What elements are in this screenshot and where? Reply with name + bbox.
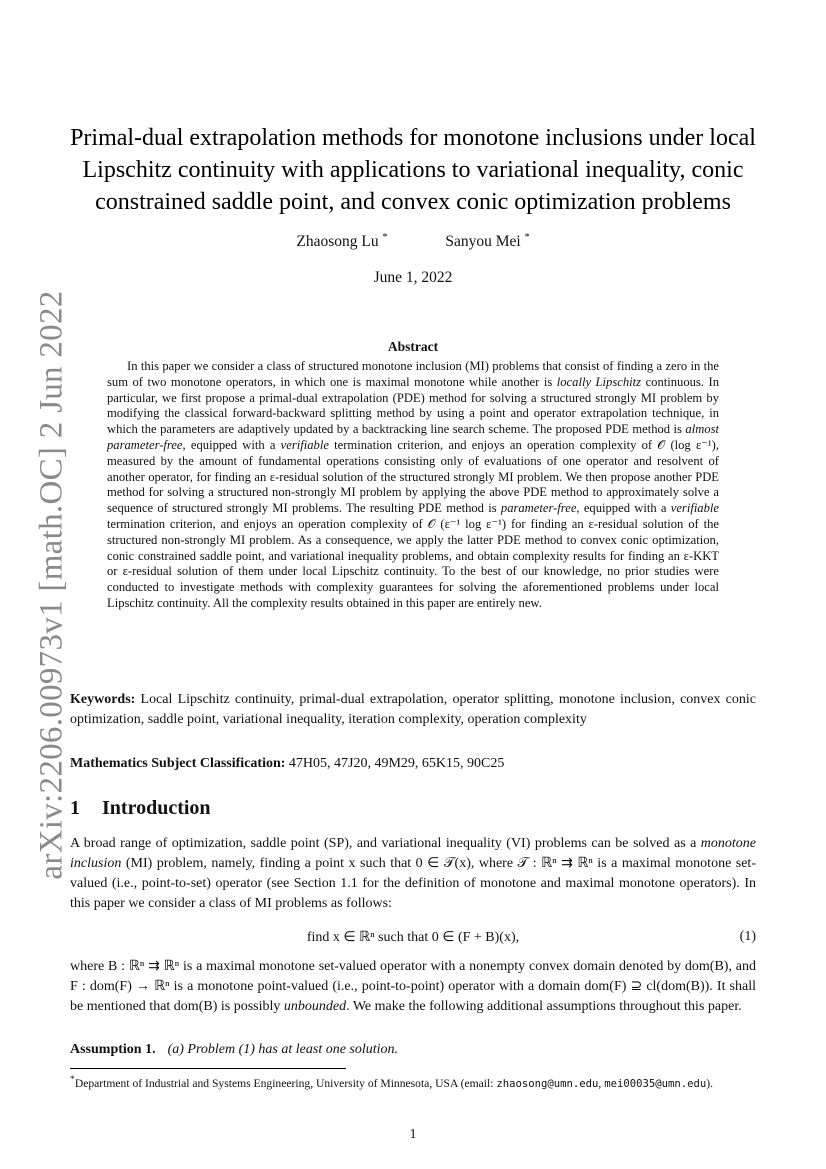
author-list (70, 232, 756, 251)
title-line: Primal-dual extrapolation methods for monotone inclusions under local (70, 125, 756, 151)
keywords-text: Local Lipschitz continuity, primal-dual extrapolation, operator splitting, monotone inclusion, convex conic optimization, saddle point, variational inequality, iteration complexity, operation complexity (70, 692, 756, 727)
publication-date: June 1, 2022 (373, 269, 453, 286)
author: Sanyou Mei * (445, 232, 530, 251)
email-link[interactable]: mei00035@umn.edu (604, 1077, 707, 1090)
keywords (70, 690, 756, 729)
paper-title (70, 122, 756, 218)
abstract-heading: Abstract (387, 339, 439, 354)
email-link[interactable]: zhaosong@umn.edu (496, 1077, 599, 1090)
footnote: *Department of Industrial and Systems Engineering, University of Minnesota, USA (email: zhaosong@umn.edu, mei00035@umn.edu). (70, 1074, 714, 1090)
abstract-text: In this paper we consider a class of structured monotone inclusion (MI) problems that consist of finding a zero in the sum of two monotone operators, in which one is maximal monotone while another is locally Lipschitz continuous. In particular, we first propose a primal-dual extrapolation (PDE) method for solving a structured strongly MI problem by modifying the classical forward-backward splitting method by using a point and operator extrapolation technique, in which the parameters are adaptively updated by a backtracking line search scheme. The proposed PDE method is almost parameter-free, equipped with a verifiable termination criterion, and enjoys an operation complexity of 𝒪 (log ε⁻¹), measured by the amount of fundamental operations consisting only of evaluations of one operator and resolvent of another operator, for finding an ε-residual solution of the structured strongly MI problem. We then propose another PDE method for solving a structured non-strongly MI problem by applying the above PDE method to approximately solve a sequence of structured strongly MI problems. The resulting PDE method is parameter-free, equipped with a verifiable termination criterion, and enjoys an operation complexity of 𝒪 (ε⁻¹ log ε⁻¹) for finding an ε-residual solution of the structured non-strongly MI problem. As a consequence, we apply the latter PDE method to convex conic optimization, conic constrained saddle point, and variational inequality problems, and obtain complexity results for finding an ε-KKT or ε-residual solution of them under local Lipschitz continuity. To the best of our knowledge, no prior studies were conducted to investigate methods with complexity guarantees for solving the aforementioned problems under local Lipschitz continuity. All the complexity results obtained in this paper are entirely new. (107, 359, 719, 610)
assumption-text: (a) Problem (1) has at least one solution. (167, 1042, 399, 1057)
intro-paragraph: where B : ℝⁿ ⇉ ℝⁿ is a maximal monotone set-valued operator with a nonempty convex domain denoted by dom(B), and F : dom(F) → ℝⁿ is a monotone point-valued (i.e., point-to-point) operator with a domain dom(F) ⊇ cl(dom(B)). It shall be mentioned that dom(B) is possibly unbounded. We make the following additional assumptions throughout this paper. (70, 959, 756, 1014)
msc-label: Mathematics Subject Classification: (70, 756, 286, 771)
intro-paragraph: A broad range of optimization, saddle point (SP), and variational inequality (VI) problems can be solved as a monotone inclusion (MI) problem, namely, finding a point x such that 0 ∈ 𝒯(x), where 𝒯 : ℝⁿ ⇉ ℝⁿ is a maximal monotone set-valued (i.e., point-to-set) operator (see Section 1.1 for the definition of monotone and maximal monotone operators). In this paper we consider a class of MI problems as follows: (70, 836, 756, 911)
msc-codes: 47H05, 47J20, 49M29, 65K15, 90C25 (288, 756, 505, 771)
section-title: Introduction (102, 797, 211, 819)
author: Zhaosong Lu * (296, 232, 388, 251)
title-line: constrained saddle point, and convex conic optimization problems (95, 189, 731, 215)
assumption-1 (70, 1042, 756, 1058)
keywords-label: Keywords: (70, 692, 136, 707)
equation-body: find x ∈ ℝⁿ such that 0 ∈ (F + B)(x), (306, 930, 520, 945)
page-number: 1 (409, 1127, 417, 1142)
title-line: Lipschitz continuity with applications to variational inequality, conic (82, 157, 744, 183)
footnote-divider (70, 1068, 346, 1069)
equation-number: (1) (739, 929, 756, 944)
assumption-label: Assumption 1. (70, 1042, 156, 1057)
arxiv-identifier-stamp: arXiv:2206.00973v1 [math.OC] 2 Jun 2022 (33, 290, 70, 880)
section-heading (70, 797, 211, 820)
section-number: 1 (70, 797, 80, 819)
subject-classification (70, 756, 756, 772)
